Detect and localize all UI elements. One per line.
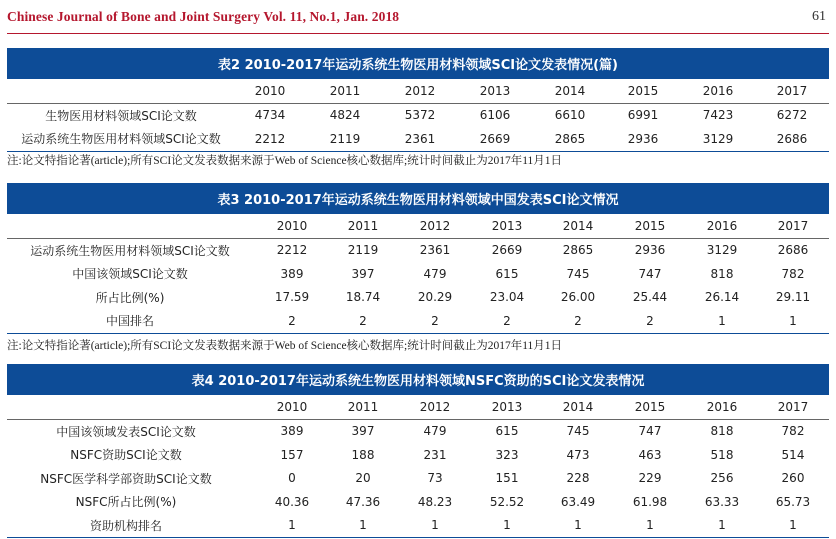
year-header: 2017 (777, 218, 809, 233)
table-row (7, 127, 829, 151)
table-cell: 4734 (254, 108, 286, 123)
year-header: 2017 (777, 399, 809, 414)
year-header: 2016 (702, 83, 734, 98)
year-header: 2014 (554, 83, 586, 98)
year-header: 2012 (419, 399, 451, 414)
table-cell: 2936 (627, 131, 659, 146)
table-cell: 229 (638, 471, 662, 486)
year-header: 2014 (562, 399, 594, 414)
table-cell: 479 (423, 424, 447, 439)
table-cell: 2119 (347, 243, 379, 258)
row-label: 中国排名 (105, 314, 154, 329)
table-cell: 260 (781, 471, 805, 486)
table-cell: 2212 (276, 243, 308, 258)
table-row (7, 286, 829, 310)
table-cell: 73 (427, 471, 443, 486)
table-cell: 2686 (776, 131, 808, 146)
table-3 (7, 183, 829, 334)
table-cell: 1 (789, 313, 797, 328)
table-cell: 397 (351, 424, 375, 439)
table-cell: 518 (710, 447, 734, 462)
table-row (7, 490, 829, 514)
table-cell: 389 (280, 266, 304, 281)
table-cell: 63.49 (560, 494, 596, 509)
table-cell: 782 (781, 266, 805, 281)
year-header: 2010 (276, 399, 308, 414)
table-cell: 514 (781, 447, 805, 462)
table-cell: 18.74 (345, 290, 381, 305)
year-header: 2015 (627, 83, 659, 98)
table-2-note: 注:论文特指论著(article);所有SCI论文发表数据来源于Web of Science核心数据库;统计时间截止为2017年11月1日 (7, 155, 563, 167)
table-row (7, 104, 829, 128)
year-header: 2011 (347, 399, 379, 414)
table-cell: 2865 (562, 243, 594, 258)
table-cell: 1 (718, 518, 726, 533)
table-cell: 25.44 (632, 290, 668, 305)
year-header: 2010 (276, 218, 308, 233)
table-cell: 23.04 (489, 290, 525, 305)
table-cell: 463 (638, 447, 662, 462)
table-cell: 47.36 (345, 494, 381, 509)
row-label: 中国该领域发表SCI论文数 (56, 424, 196, 439)
table-row (7, 262, 829, 286)
table-cell: 745 (566, 266, 590, 281)
table4-bottom-rule (7, 537, 829, 538)
table-cell: 151 (495, 471, 519, 486)
table-cell: 747 (638, 266, 662, 281)
table-cell: 479 (423, 266, 447, 281)
table-cell: 2936 (634, 243, 666, 258)
table-row (7, 467, 829, 491)
table-cell: 615 (495, 424, 519, 439)
row-label: NSFC医学科学部资助SCI论文数 (40, 471, 212, 486)
row-label: 运动系统生物医用材料领域SCI论文数 (21, 132, 221, 147)
table-cell: 2119 (329, 131, 361, 146)
table-cell: 5372 (404, 108, 436, 123)
year-header: 2012 (404, 83, 436, 98)
year-header: 2010 (254, 83, 286, 98)
table-cell: 747 (638, 424, 662, 439)
table-cell: 231 (423, 447, 447, 462)
table-cell: 2212 (254, 131, 286, 146)
row-label: 中国该领域SCI论文数 (72, 267, 188, 282)
row-label: 运动系统生物医用材料领域SCI论文数 (30, 243, 230, 258)
table-cell: 1 (646, 518, 654, 533)
table-cell: 2 (431, 313, 439, 328)
table-cell: 1 (718, 313, 726, 328)
table4-title: 表4 2010-2017年运动系统生物医用材料领域NSFC资助的SCI论文发表情况 (7, 364, 829, 395)
year-header: 2013 (491, 218, 523, 233)
row-label: NSFC所占比例(%) (75, 495, 177, 510)
table-cell: 26.14 (704, 290, 740, 305)
year-header: 2014 (562, 218, 594, 233)
table-cell: 3129 (706, 243, 738, 258)
table-cell: 188 (351, 447, 375, 462)
table-cell: 157 (280, 447, 304, 462)
table-3-note: 注:论文特指论著(article);所有SCI论文发表数据来源于Web of Science核心数据库;统计时间截止为2017年11月1日 (7, 340, 563, 352)
table-row (7, 420, 829, 444)
table-cell: 6610 (554, 108, 586, 123)
table-cell: 61.98 (632, 494, 668, 509)
table-cell: 26.00 (560, 290, 596, 305)
table-cell: 3129 (702, 131, 734, 146)
table-cell: 818 (710, 424, 734, 439)
table-cell: 29.11 (775, 290, 811, 305)
table-row (7, 309, 829, 333)
year-header: 2011 (347, 218, 379, 233)
table-cell: 2 (646, 313, 654, 328)
table2-header-row (7, 79, 829, 104)
table-row (7, 443, 829, 467)
table-cell: 473 (566, 447, 590, 462)
table-cell: 6272 (776, 108, 808, 123)
table4-header-row (7, 395, 829, 420)
table-cell: 1 (503, 518, 511, 533)
running-head: Chinese Journal of Bone and Joint Surgery Vol. 11, No.1, Jan. 2018 (7, 9, 400, 24)
table-cell: 745 (566, 424, 590, 439)
table-cell: 40.36 (274, 494, 310, 509)
table-cell: 1 (359, 518, 367, 533)
table3-header-row (7, 214, 829, 239)
table-cell: 2 (359, 313, 367, 328)
table-cell: 7423 (702, 108, 734, 123)
year-header: 2013 (479, 83, 511, 98)
row-label: 生物医用材料领域SCI论文数 (45, 108, 197, 123)
page-number: 61 (812, 9, 826, 24)
table-cell: 2 (574, 313, 582, 328)
table-cell: 615 (495, 266, 519, 281)
table-cell: 256 (710, 471, 734, 486)
table-cell: 818 (710, 266, 734, 281)
year-header: 2016 (706, 218, 738, 233)
row-label: 资助机构排名 (89, 518, 162, 533)
table-cell: 6106 (479, 108, 511, 123)
year-header: 2015 (634, 399, 666, 414)
year-header: 2017 (776, 83, 808, 98)
table-cell: 65.73 (775, 494, 811, 509)
table-cell: 2865 (554, 131, 586, 146)
table-cell: 4824 (329, 108, 361, 123)
table-cell: 2669 (491, 243, 523, 258)
table-cell: 389 (280, 424, 304, 439)
table-row (7, 514, 829, 538)
table-cell: 20 (355, 471, 371, 486)
table-cell: 1 (789, 518, 797, 533)
header-rule (7, 33, 829, 34)
table-4 (7, 364, 829, 538)
table-cell: 1 (288, 518, 296, 533)
table-cell: 17.59 (274, 290, 310, 305)
table-cell: 2669 (479, 131, 511, 146)
table-cell: 6991 (627, 108, 659, 123)
table-cell: 63.33 (704, 494, 740, 509)
table2-title: 表2 2010-2017年运动系统生物医用材料领域SCI论文发表情况(篇) (7, 48, 829, 79)
table3-title: 表3 2010-2017年运动系统生物医用材料领域中国发表SCI论文情况 (7, 183, 829, 214)
table-cell: 1 (574, 518, 582, 533)
year-header: 2015 (634, 218, 666, 233)
table-cell: 2361 (419, 243, 451, 258)
year-header: 2011 (329, 83, 361, 98)
table-cell: 52.52 (489, 494, 525, 509)
table-cell: 20.29 (417, 290, 453, 305)
table-cell: 48.23 (417, 494, 453, 509)
row-label: NSFC资助SCI论文数 (70, 448, 182, 463)
table-cell: 323 (495, 447, 519, 462)
table-cell: 0 (288, 471, 296, 486)
table-cell: 2 (503, 313, 511, 328)
table-cell: 2686 (777, 243, 809, 258)
year-header: 2016 (706, 399, 738, 414)
table-cell: 782 (781, 424, 805, 439)
table-cell: 397 (351, 266, 375, 281)
row-label: 所占比例(%) (95, 290, 165, 305)
table-cell: 2 (288, 313, 296, 328)
table-cell: 1 (431, 518, 439, 533)
table-cell: 228 (566, 471, 590, 486)
table3-bottom-rule (7, 333, 829, 334)
table-row (7, 239, 829, 263)
table-cell: 2361 (404, 131, 436, 146)
year-header: 2013 (491, 399, 523, 414)
table-2 (7, 48, 829, 152)
year-header: 2012 (419, 218, 451, 233)
